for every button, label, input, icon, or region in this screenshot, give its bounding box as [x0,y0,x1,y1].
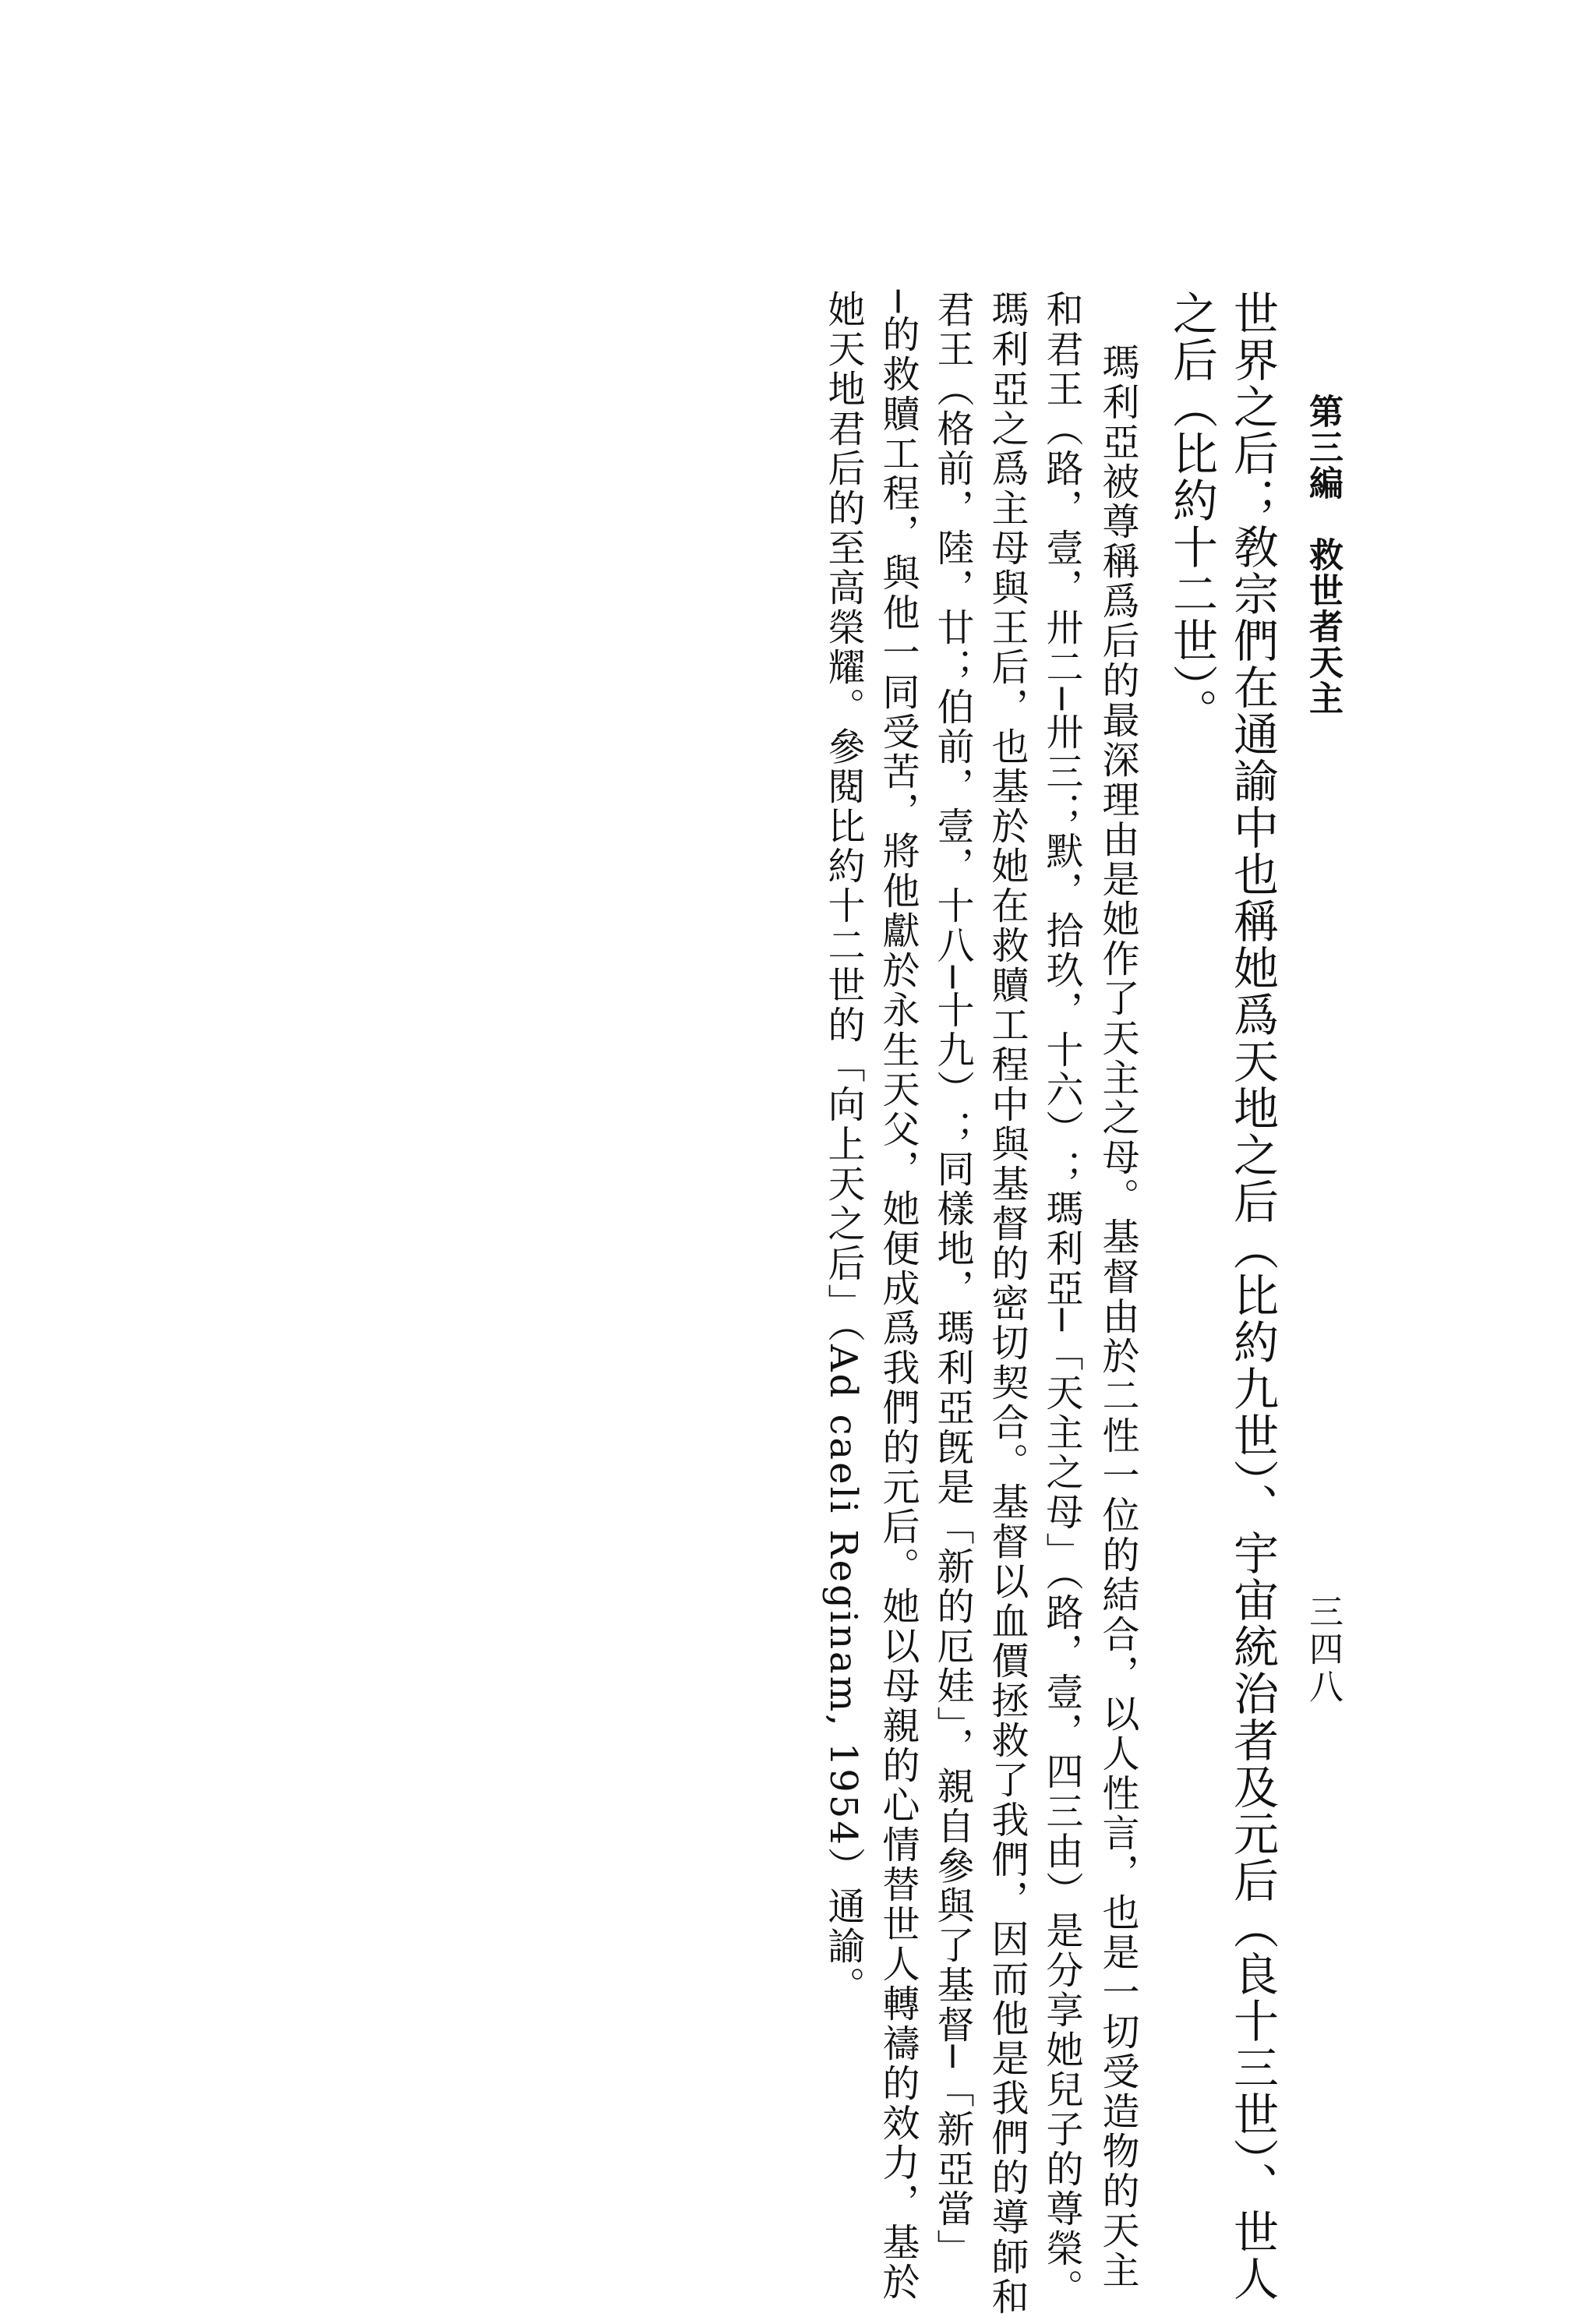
page-number: 三四八 [1303,1594,1343,1706]
text-line: 世界之后；敎宗們在通諭中也稱她爲天地之后（比約九世）、宇宙統治者及元后（良十三世）、世人 [1226,290,1279,2302]
running-header-section-title: 第三編 救世者天主 [1303,394,1343,716]
paragraph-line: 和君王（路，壹，卅二─卅三；默，拾玖，十六）；瑪利亞─「天主之母」（路，壹，四三由）是分享她兒子的尊榮。 [1040,290,1083,2308]
text-line: 之后（比約十二世）。 [1165,290,1218,735]
paragraph-line: 瑪利亞之爲主母與王后，也基於她在救贖工程中與基督的密切契合。基督以血價拯救了我們，因而他是我們的導師和 [985,290,1029,2317]
paragraph-line: 她天地君后的至高榮耀。參閱比約十二世的「向上天之后」（Ad caeli Reginam, 1954）通諭。 [821,290,865,2006]
paragraph-line: 瑪利亞被尊稱爲后的最深理由是她作了天主之母。基督由於二性一位的結合，以人性言，也是一切受造物的天主 [1096,343,1139,2291]
paragraph-line: 君王（格前，陸，廿；伯前，壹，十八─十九）；同樣地，瑪利亞旣是「新的厄娃」，親自參與了基督─「新亞當」 [930,290,974,2269]
paragraph-line: ─的救贖工程，與他一同受苦，將他獻於永生天父，她便成爲我們的元后。她以母親的心情替世人轉禱的效力，基於 [876,290,920,2302]
